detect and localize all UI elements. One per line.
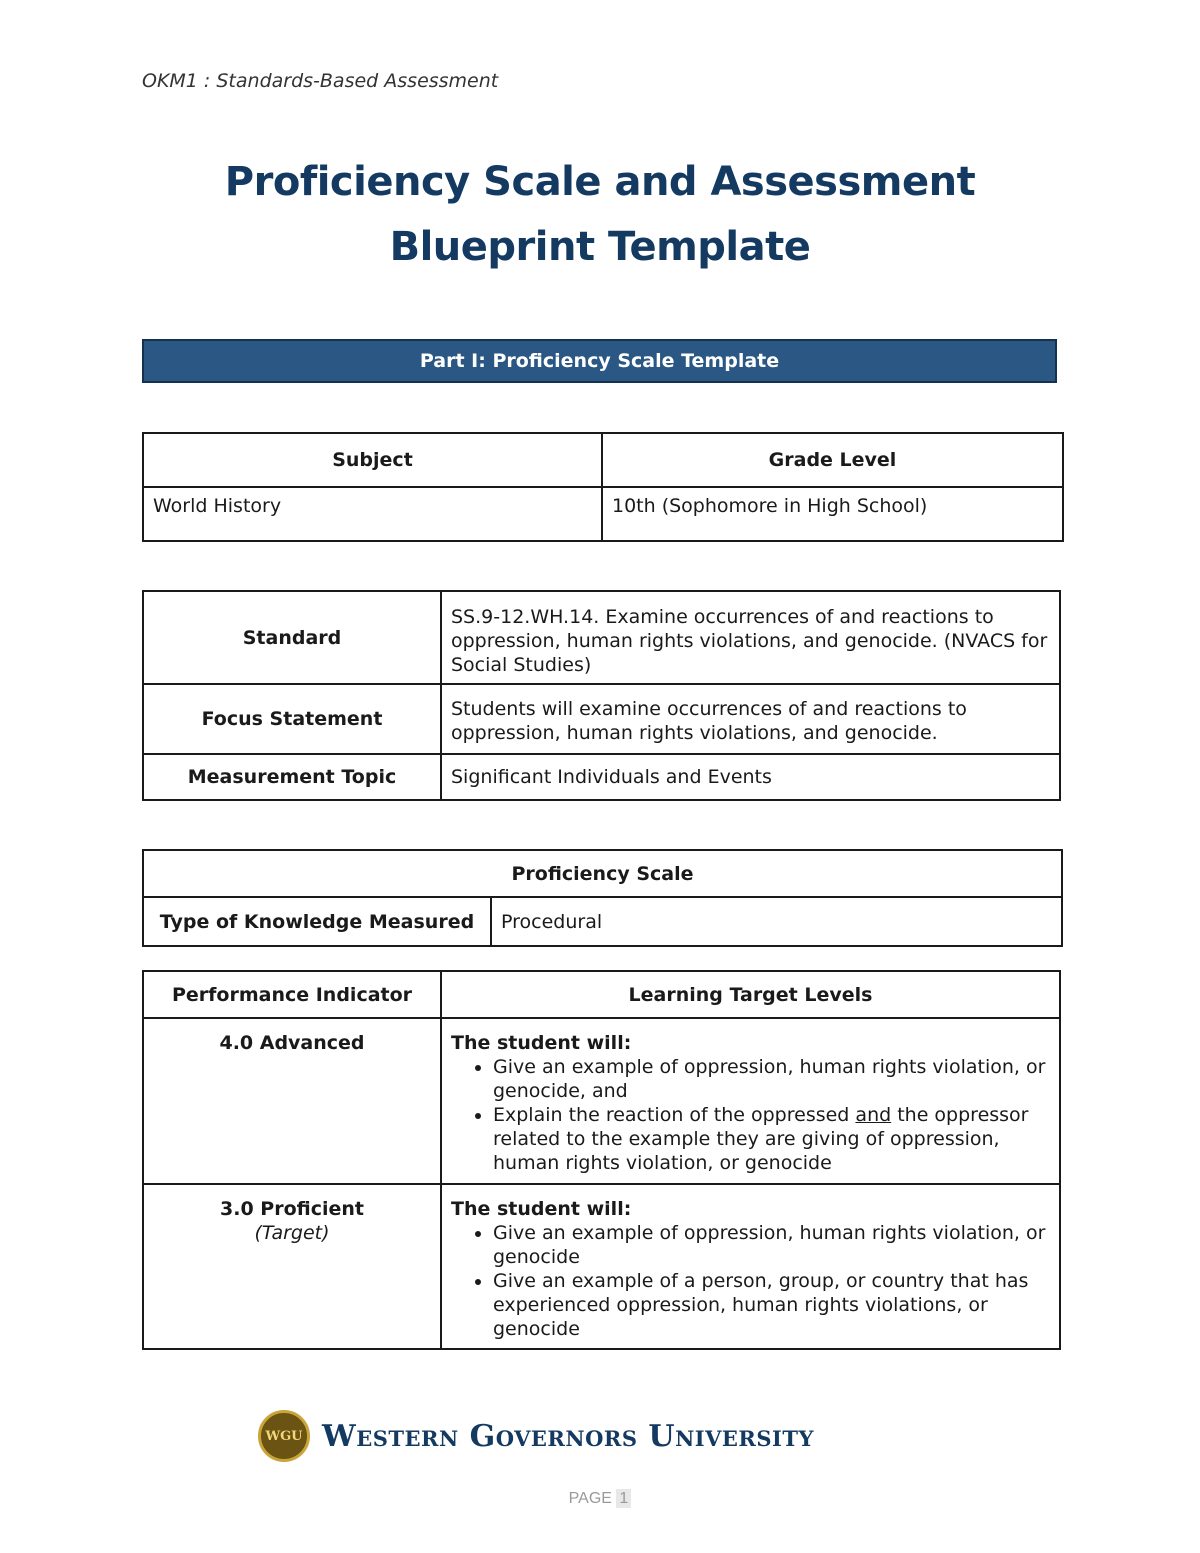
lead-text: The student will: — [451, 1198, 632, 1220]
indicator-proficient: 3.0 Proficient (Target) — [143, 1184, 441, 1349]
learning-target-levels-table — [142, 970, 1061, 1350]
list-item: • Give an example of oppression, human rights violation, or genocide — [493, 1221, 1050, 1269]
standard-table — [142, 590, 1061, 801]
target-list — [451, 1221, 1050, 1341]
wgu-logo — [258, 1408, 918, 1464]
title-line-2: Blueprint Template — [389, 224, 811, 270]
indicator-advanced: 4.0 Advanced — [143, 1018, 441, 1184]
list-item: • Give an example of oppression, human rights violation, or genocide, and — [493, 1055, 1050, 1103]
table-row — [143, 1018, 1060, 1184]
part-banner: Part I: Proficiency Scale Template — [142, 339, 1057, 383]
target-list — [451, 1055, 1050, 1175]
proficiency-scale-table — [142, 849, 1063, 947]
knowledge-type-value: Procedural — [491, 897, 1062, 946]
table-row — [143, 1184, 1060, 1349]
grade-level-header: Grade Level — [602, 433, 1063, 487]
subject-header: Subject — [143, 433, 602, 487]
title-line-1: Proficiency Scale and Assessment — [224, 159, 976, 205]
measurement-topic-label: Measurement Topic — [143, 754, 441, 800]
document-header: OKM1 : Standards-Based Assessment — [142, 70, 499, 92]
page-title — [100, 150, 1100, 280]
targets-advanced — [441, 1018, 1060, 1184]
measurement-topic-value: Significant Individuals and Events — [441, 754, 1060, 800]
knowledge-type-label: Type of Knowledge Measured — [143, 897, 491, 946]
target-note: (Target) — [254, 1222, 330, 1244]
standard-value: SS.9-12.WH.14. Examine occurrences of and reactions to oppression, human rights violations, and genocide. (NVACS for Social Studies) — [441, 591, 1060, 684]
list-item: • Explain the reaction of the oppressed and the oppressor related to the example they are giving of oppression, human rights violation, or genocide — [493, 1103, 1050, 1175]
wgu-seal-icon: WGU — [258, 1410, 310, 1462]
proficiency-scale-title: Proficiency Scale — [143, 850, 1062, 897]
page-number: PAGE 1 — [0, 1490, 1200, 1508]
performance-indicator-header: Performance Indicator — [143, 971, 441, 1018]
university-wordmark: Western Governors University — [322, 1418, 814, 1454]
focus-statement-label: Focus Statement — [143, 684, 441, 754]
targets-proficient — [441, 1184, 1060, 1349]
subject-value: World History — [143, 487, 602, 541]
learning-target-levels-header: Learning Target Levels — [441, 971, 1060, 1018]
lead-text: The student will: — [451, 1032, 632, 1054]
subject-grade-table — [142, 432, 1064, 542]
focus-statement-value: Students will examine occurrences of and reactions to oppression, human rights violations, and genocide. — [441, 684, 1060, 754]
grade-level-value: 10th (Sophomore in High School) — [602, 487, 1063, 541]
list-item: • Give an example of a person, group, or country that has experienced oppression, human rights violations, or genocide — [493, 1269, 1050, 1341]
standard-label: Standard — [143, 591, 441, 684]
